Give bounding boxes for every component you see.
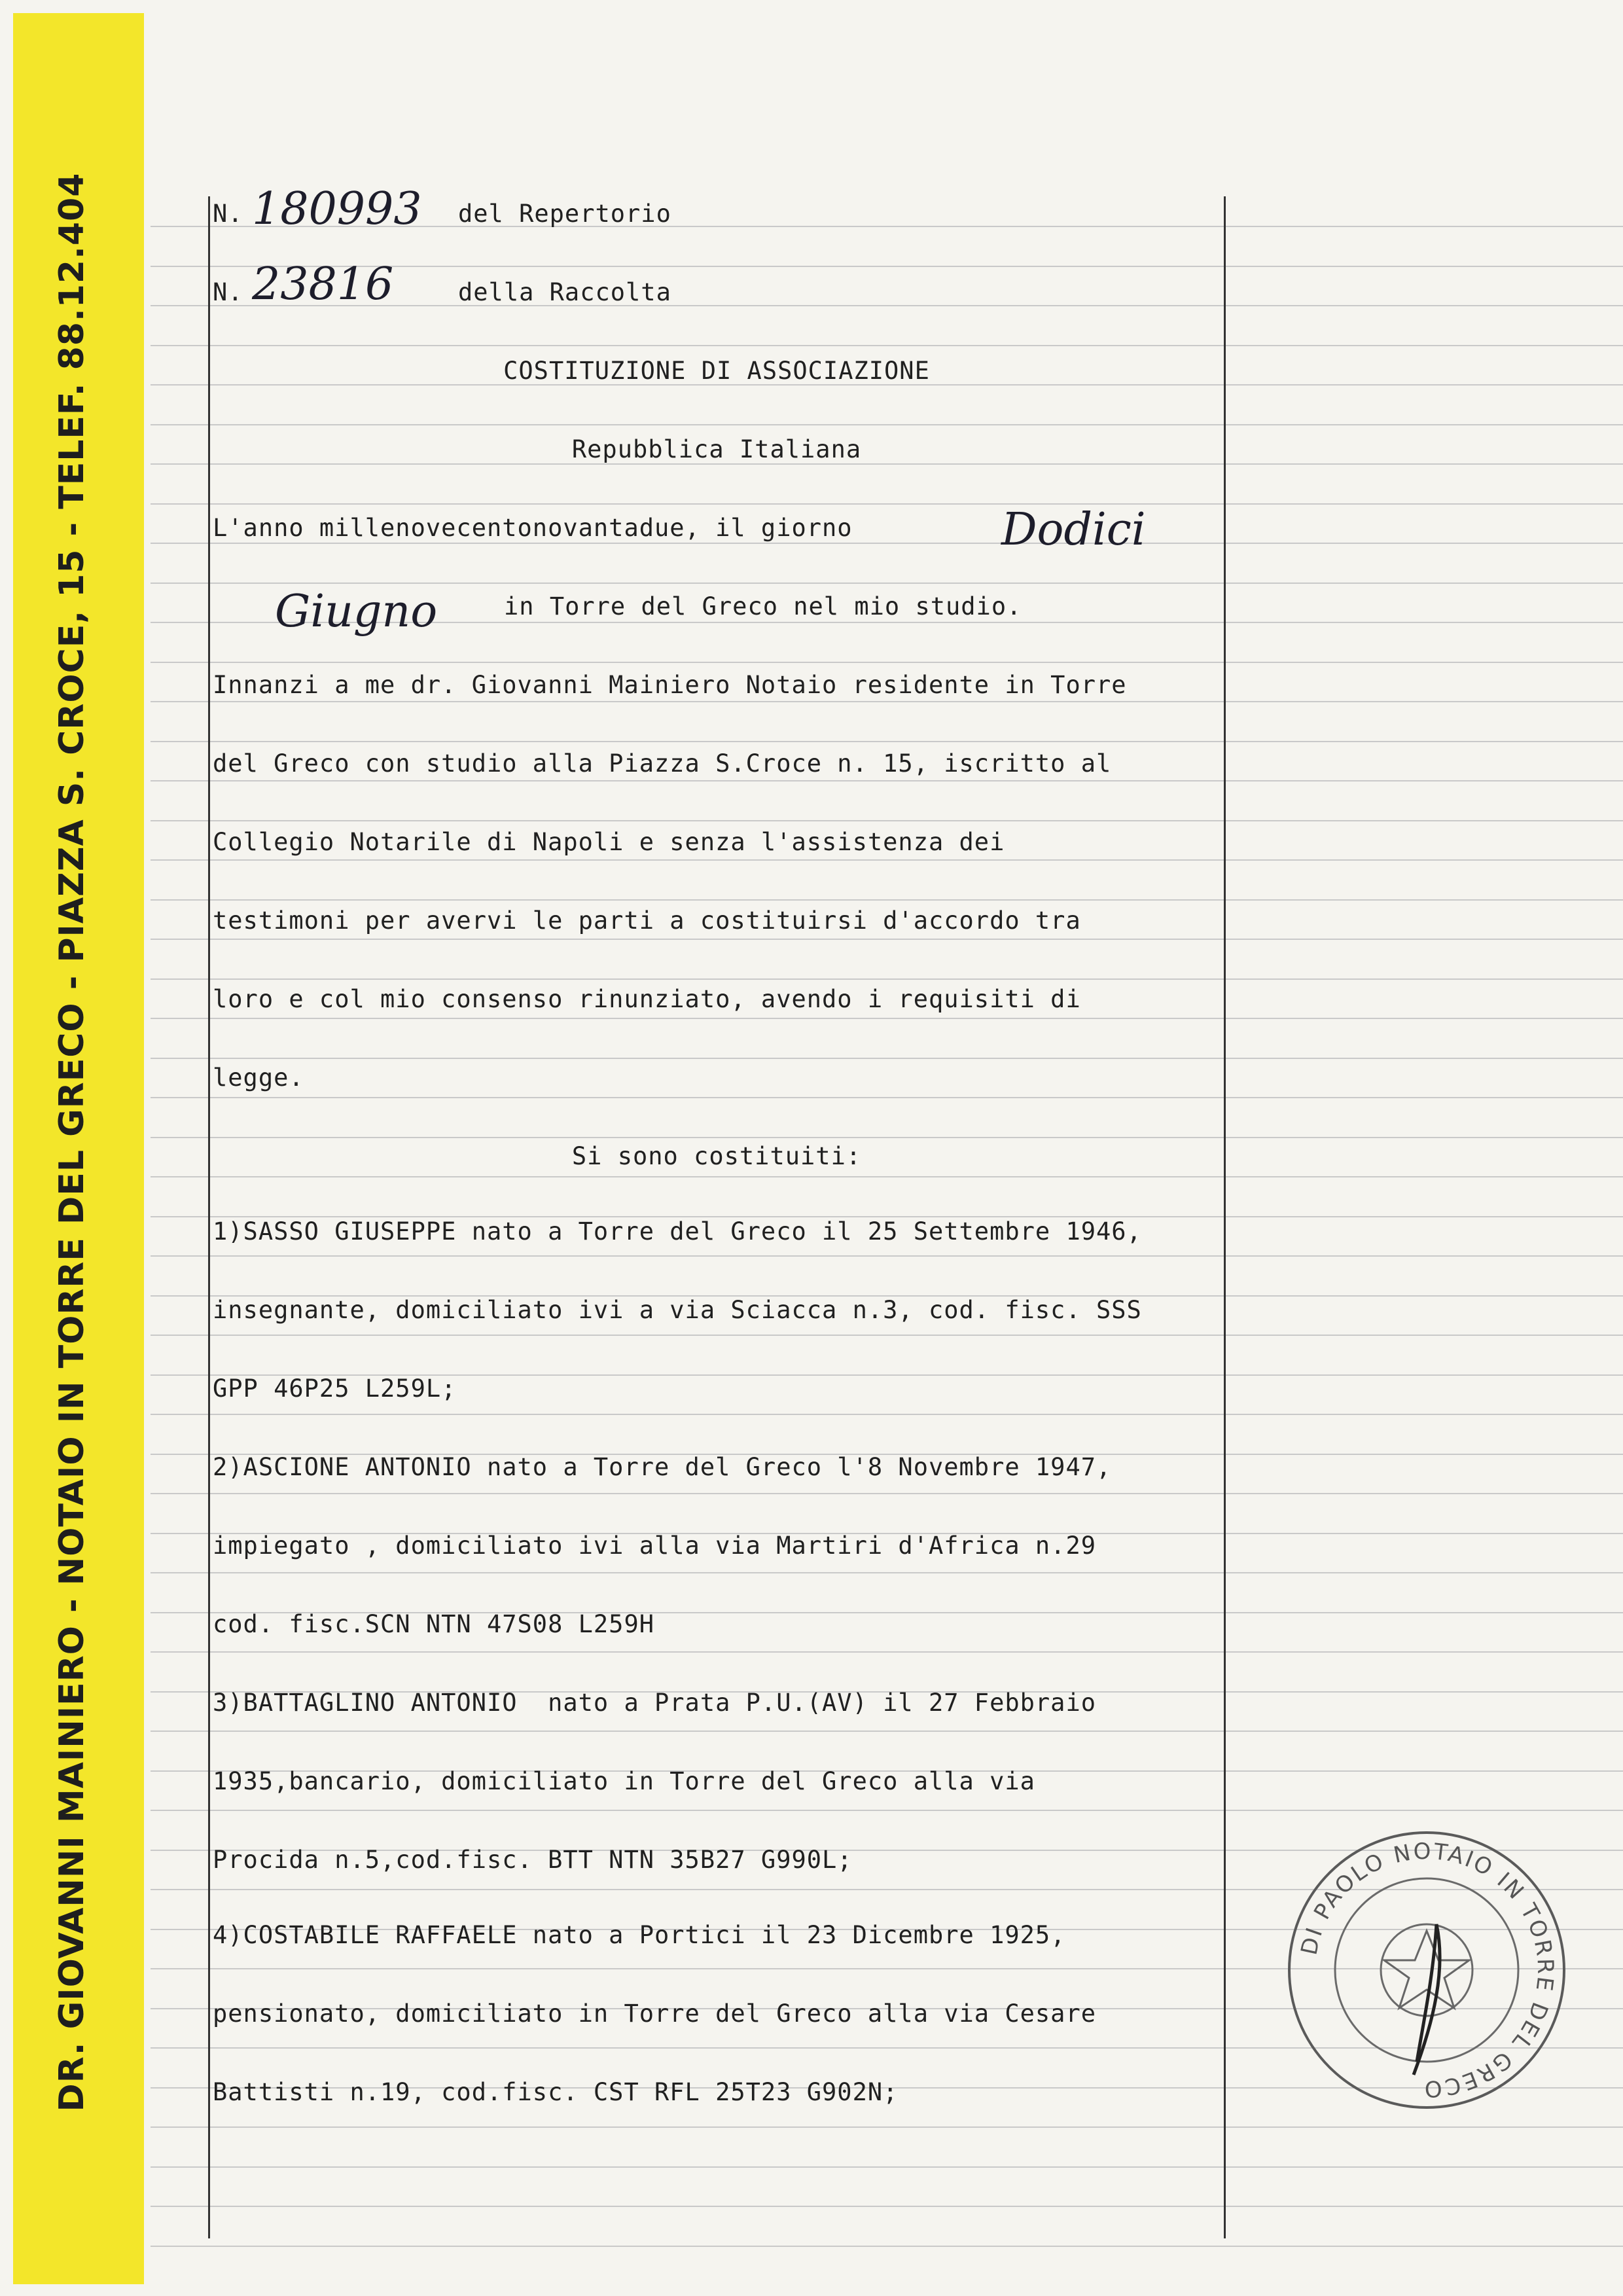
- rule-line: [151, 543, 1623, 544]
- rule-line: [151, 701, 1623, 702]
- body-line: testimoni per avervi le parti a costituirsi d'accordo tra: [213, 906, 1081, 935]
- party-line: cod. fisc.SCN NTN 47S08 L259H: [213, 1610, 655, 1638]
- rule-line: [151, 1414, 1623, 1415]
- body-line: legge.: [213, 1064, 304, 1092]
- party-line: Procida n.5,cod.fisc. BTT NTN 35B27 G990L;: [213, 1846, 853, 1874]
- rule-line: [151, 503, 1623, 505]
- rule-line: [151, 978, 1623, 980]
- rule-line: [151, 1493, 1623, 1494]
- republic-heading: Repubblica Italiana: [571, 435, 862, 463]
- right-margin-line: [1224, 196, 1226, 2238]
- party-line: GPP 46P25 L259L;: [213, 1374, 457, 1403]
- rule-line: [151, 1572, 1623, 1573]
- party-line: insegnante, domiciliato ivi a via Sciacca n.3, cod. fisc. SSS: [213, 1296, 1142, 1324]
- rule-line: [151, 2206, 1623, 2207]
- rule-line: [151, 859, 1623, 861]
- party-line: 2)ASCIONE ANTONIO nato a Torre del Greco l'8 Novembre 1947,: [213, 1453, 1112, 1481]
- repertorio-label: del Repertorio: [458, 200, 671, 228]
- rule-line: [151, 2166, 1623, 2168]
- raccolta-prefix: N.: [213, 278, 243, 306]
- party-line: 1935,bancario, domiciliato in Torre del Greco alla via: [213, 1767, 1035, 1795]
- rule-line: [151, 345, 1623, 346]
- rule-line: [151, 939, 1623, 940]
- rule-line: [151, 1335, 1623, 1336]
- handwritten-month: Giugno: [275, 586, 438, 637]
- rule-line: [151, 1018, 1623, 1019]
- rule-line: [151, 1731, 1623, 1732]
- notary-seal-icon: [1283, 1826, 1571, 2114]
- party-line: pensionato, domiciliato in Torre del Greco alla via Cesare: [213, 2000, 1097, 2028]
- rule-line: [151, 2126, 1623, 2128]
- body-line: del Greco con studio alla Piazza S.Croce n. 15, iscritto al: [213, 749, 1112, 778]
- rule-line: [151, 424, 1623, 425]
- left-margin-line: [208, 196, 210, 2238]
- place-line: in Torre del Greco nel mio studio.: [504, 592, 1022, 620]
- handwritten-day: Dodici: [1001, 504, 1146, 556]
- rule-line: [151, 1255, 1623, 1257]
- rule-line: [151, 1810, 1623, 1811]
- party-line: 4)COSTABILE RAFFAELE nato a Portici il 23 Dicembre 1925,: [213, 1921, 1066, 1949]
- document-title: COSTITUZIONE DI ASSOCIAZIONE: [503, 357, 930, 385]
- rule-line: [151, 1651, 1623, 1653]
- rule-line: [151, 1176, 1623, 1177]
- seal-ring-text: DI PAOLO NOTAIO IN TORRE DEL GRECO: [1296, 1838, 1559, 2102]
- rule-line: [151, 463, 1623, 465]
- rule-line: [151, 583, 1623, 584]
- party-line: impiegato , domiciliato ivi alla via Martiri d'Africa n.29: [213, 1532, 1097, 1560]
- raccolta-label: della Raccolta: [458, 278, 671, 306]
- date-line: L'anno millenovecentonovantadue, il giorno: [213, 514, 853, 542]
- rule-line: [151, 1137, 1623, 1138]
- rule-line: [151, 820, 1623, 821]
- party-line: 3)BATTAGLINO ANTONIO nato a Prata P.U.(AV) il 27 Febbraio: [213, 1689, 1097, 1717]
- repertorio-number: 180993: [252, 183, 422, 235]
- party-line: Battisti n.19, cod.fisc. CST RFL 25T23 G902N;: [213, 2078, 899, 2106]
- party-line: 1)SASSO GIUSEPPE nato a Torre del Greco il 25 Settembre 1946,: [213, 1217, 1142, 1246]
- body-line: Collegio Notarile di Napoli e senza l'assistenza dei: [213, 828, 1005, 856]
- rule-line: [151, 2246, 1623, 2247]
- rule-line: [151, 1058, 1623, 1059]
- repertorio-prefix: N.: [213, 200, 243, 228]
- rule-line: [151, 780, 1623, 781]
- rule-line: [151, 899, 1623, 901]
- section-title: Si sono costituiti:: [571, 1142, 862, 1170]
- body-line: Innanzi a me dr. Giovanni Mainiero Notaio residente in Torre: [213, 671, 1127, 699]
- rule-line: [151, 741, 1623, 742]
- raccolta-number: 23816: [252, 259, 394, 310]
- rule-line: [151, 1097, 1623, 1098]
- body-line: loro e col mio consenso rinunziato, avendo i requisiti di: [213, 985, 1081, 1013]
- rule-line: [151, 662, 1623, 663]
- notary-stamp-text: DR. GIOVANNI MAINIERO - NOTAIO IN TORRE DEL GRECO - PIAZZA S. CROCE, 15 - TELEF. 88.12.404: [52, 172, 92, 2112]
